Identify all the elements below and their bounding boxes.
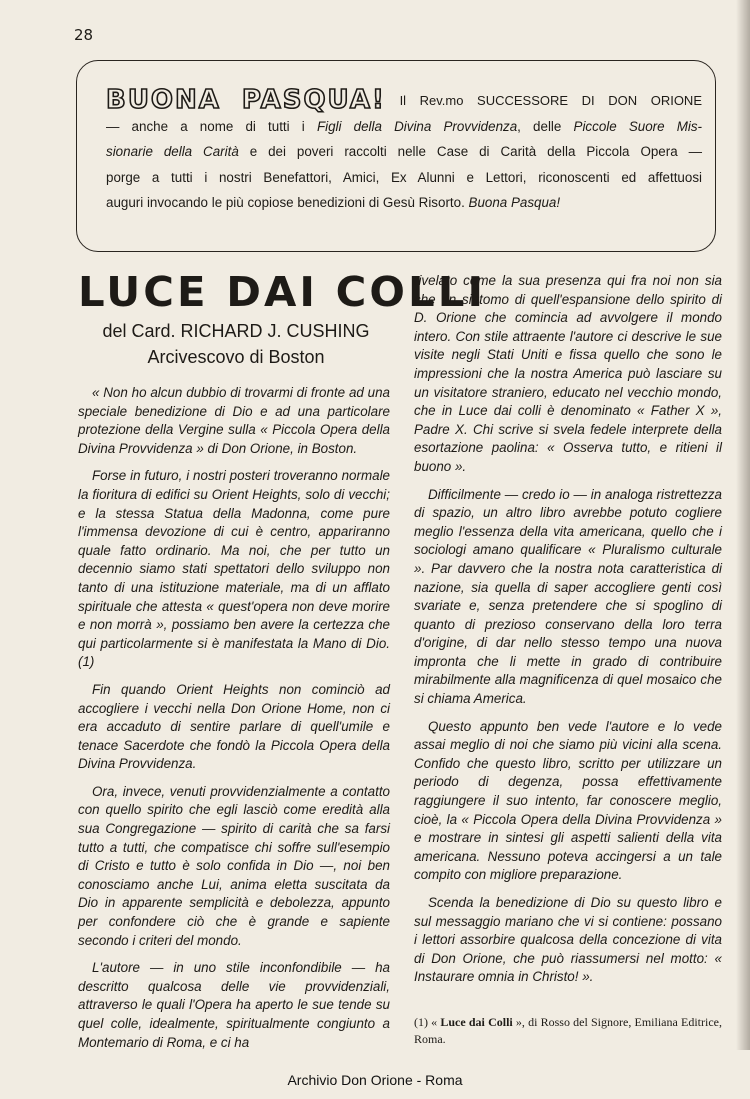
page-number: 28 (74, 26, 94, 44)
greeting-italic: Figli della Divina Provvidenza (316, 118, 518, 134)
article-paragraph: Ora, invece, venuti provvidenzialmente a contatto con quello spirito che egli lasciò come eredità alla sua Congregazione — spirito di carità che sa farsi tutto a tutti, che compatisce chi soffre sull'esempio di Cristo e tutto è solo confida in Dio —, noi ben conosciamo anche Lui, anima eletta suscitata da Dio in apparente semplicità e debolezza, appunto per confondere ciò che è grande e sapiente secondo i criteri del mondo. (78, 783, 390, 948)
article-paragraph: Questo appunto ben vede l'autore e lo vede assai meglio di noi che siamo più vicini alla scena. Confido che questo libro, scritto per utilizzare un periodo di degenza, possa effettivamente raggiungere il suo intento, far conoscere meglio, cioè, la « Piccola Opera della Divina Provvidenza » e mostrare in sintesi gli aspetti salienti della vita americana. Nessuno poteva accingersi a un tale compito con migliore preparazione. (414, 718, 722, 883)
footnote-text: », di Rosso del Signore, Emiliana Editrice, Roma. (414, 1015, 722, 1046)
greeting-line-2 (106, 114, 702, 140)
greeting-line-1 (106, 85, 702, 115)
article-paragraph: Scenda la benedizione di Dio su questo libro e sul messaggio mariano che vi si contiene: possano i lettori assorbire qualcosa della concezione di vita di Don Orione, che può riassumersi nel motto: « Instaurare omnia in Christo! ». (414, 895, 722, 985)
greeting-italic: Piccole Suore Mis- (573, 118, 703, 134)
greeting-text: e dei poveri raccolti nelle Case di Carità della Piccola Opera — (238, 144, 702, 159)
footnote (414, 1014, 722, 1048)
page-edge-shadow (736, 0, 750, 1050)
archive-label: Archivio Don Orione - Roma (287, 1072, 463, 1088)
greeting-text: , delle (517, 118, 574, 134)
article-author-role: Arcivescovo di Boston (147, 347, 325, 367)
greeting-text: auguri invocando le più copiose benedizioni di Gesù Risorto. (106, 195, 469, 210)
greeting-text: — anche a nome di tutti i (106, 118, 317, 134)
article-left-column (78, 384, 390, 1061)
footnote-text: (1) « (414, 1015, 441, 1029)
article-paragraph: « Non ho alcun dubbio di trovarmi di fronte ad una speciale benedizione di Dio e ad una particolare protezione della Vergine sulla « Piccola Opera della Divina Provvidenza » di Don Orione, in Boston. (78, 385, 390, 456)
greeting-italic: sionarie della Carità (106, 144, 239, 159)
article-paragraph: L'autore — in uno stile inconfondibile — ha descritto qualcosa delle vie provvidenziali, attraverso le quali l'Opera ha aperto le sue tende su quel colle, idealmente, spiritualmente congiunto a Montemario di Roma, e ci ha (78, 960, 390, 1050)
greeting-line-4: porge a tutti i nostri Benefattori, Amici, Ex Alunni e Lettori, riconoscenti ed affettuosi (106, 169, 702, 185)
article-author-block (78, 318, 394, 370)
article-title: LUCE DAI COLLI (78, 268, 487, 316)
greeting-italic: Buona Pasqua! (468, 195, 561, 210)
greeting-line-3 (106, 139, 702, 165)
greeting-box (106, 85, 703, 216)
article-paragraph: Forse in futuro, i nostri posteri troveranno normale la fioritura di edifici su Orient Heights, solo di vecchi; e la stessa Statua della Madonna, come pure l'immensa devozione di cui è centro, appariranno quale fatto ordinario. Ma noi, che per tutto un decennio siamo stati spettatori dello sviluppo non tanto di una istituzione materiale, ma di un afflato spirituale che attesta « quest'opera non deve morire e non morrà », possiamo ben avere la certezza che qui particolarmente si è manifestata la Mano di Dio. (1) (78, 468, 390, 670)
article-paragraph: rivelato come la sua presenza qui fra noi non sia che un sintomo di quell'espansione dello spirito di D. Orione che comincia ad avvolgere il mondo intero. Con stile attraente l'autore ci descrive le sue visite negli Stati Uniti e fissa quello che sono le impressioni che la nostra America può lasciare su un visitatore straniero, educato nel vecchio mondo, che in Luce dai colli è denominato « Father X », Padre X. Chi scrive si svela fedele interprete della esortazione paolina: « Osserva tutto, e ritieni il buono ». (414, 273, 722, 474)
greeting-sender: Il Rev.mo SUCCESSORE DI DON ORIONE (399, 93, 702, 108)
article-right-column (414, 272, 722, 996)
article-byline: del Card. RICHARD J. CUSHING (102, 321, 370, 341)
footnote-book-title: Luce dai Colli (440, 1015, 513, 1029)
greeting-headline: BUONA PASQUA! (106, 85, 386, 115)
article-paragraph: Fin quando Orient Heights non cominciò ad accogliere i vecchi nella Don Orione Home, non ci era accaduto di sentire parlare di quell'umile e tenace Sacerdote che fondò la Piccola Opera della Divina Provvidenza. (78, 681, 390, 772)
greeting-line-5 (106, 190, 702, 216)
article-paragraph: Difficilmente — credo io — in analoga ristrettezza di spazio, un altro libro avrebbe potuto cogliere meglio l'essenza della vita americana, quello che i sociologi amano qualificare « Pluralismo culturale ». Par davvero che la nostra nota caratteristica di nazione, sia quella di saper accogliere genti così svariate e, senza pretendere che si spoglino di quanto di prezioso conservano della loro terra d'origine, di dar nello stesso tempo una nuova impronta che li mette in grado di contribuire mirabilmente alla magnificenza di quel mosaico che si chiama America. (414, 486, 722, 707)
